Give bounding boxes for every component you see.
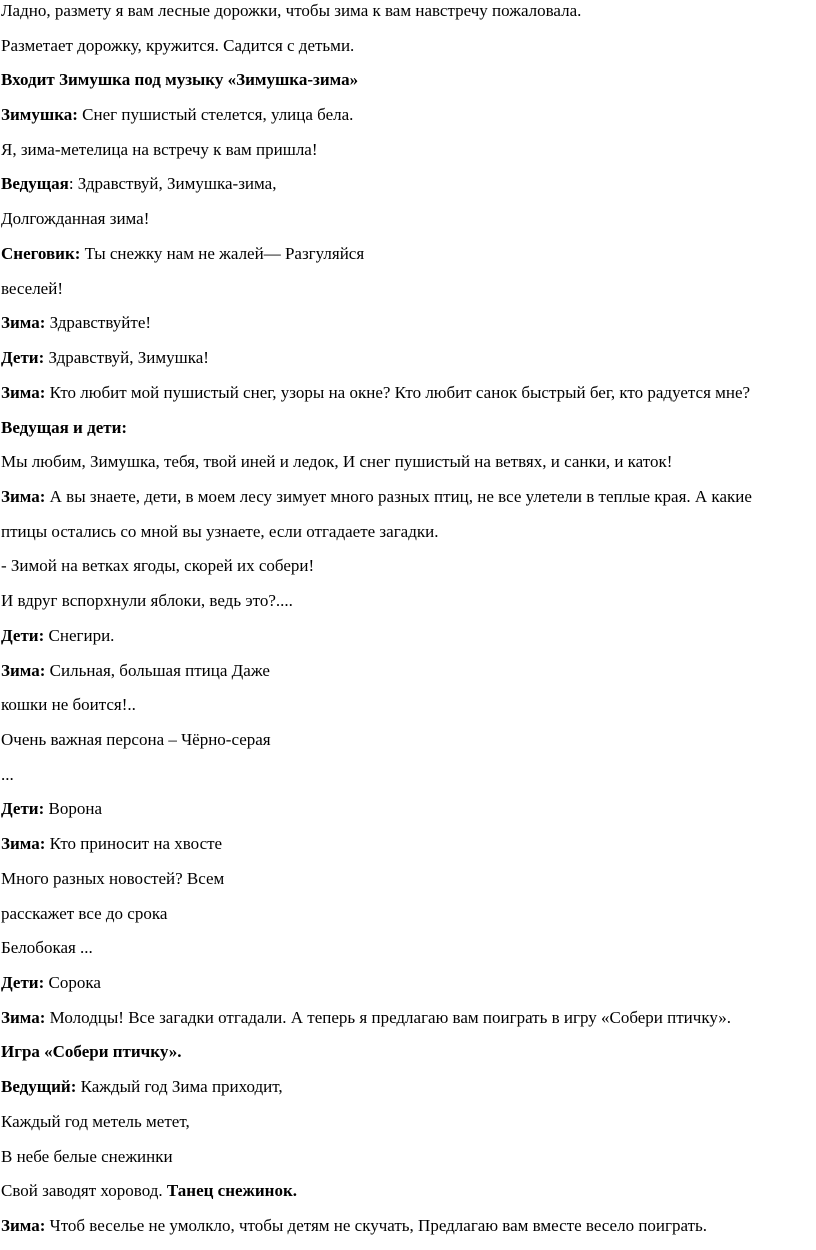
text-line [1,452,672,472]
line-text: Кто любит мой пушистый снег, узоры на окне? Кто любит санок быстрый бег, кто радуется мне? [45,383,751,402]
text-line [1,70,358,90]
line-text: Свой заводят хоровод. [1,1181,167,1200]
text-line [1,1077,283,1097]
line-text: Разметает дорожку, кружится. Садится с детьми. [1,36,355,55]
line-bold: Зима: [1,487,46,506]
text-line [1,591,293,611]
line-text: : Здравствуй, Зимушка-зима, [68,174,277,193]
text-line [1,626,114,646]
text-line [1,105,353,125]
line-text: Здравствуй, Зимушка! [44,348,209,367]
text-line [1,730,271,750]
text-line [1,244,364,264]
text-line [1,661,270,681]
line-text: Чтоб веселье не умолкло, чтобы детям не скучать, Предлагаю вам вместе весело поиграть. [45,1216,708,1235]
line-text: Ты снежку нам не жалей— Разгуляйся [80,244,365,263]
line-text: Ладно, размету я вам лесные дорожки, чтобы зима к вам навстречу пожаловала. [1,1,582,20]
line-text: Очень важная персона – Чёрно-серая [1,730,271,749]
text-line [1,140,318,160]
line-text: Кто приносит на хвосте [45,834,223,853]
text-line [1,869,224,889]
line-bold: Снеговик: [1,244,81,263]
text-line [1,938,93,958]
line-text: Каждый год метель метет, [1,1112,190,1131]
line-bold: Зима: [1,834,46,853]
line-bold: Зима: [1,313,46,332]
text-line [1,36,354,56]
text-line [1,313,151,333]
text-line [1,348,209,368]
line-text: веселей! [1,279,63,298]
line-bold: Зима: [1,661,46,680]
line-text: Каждый год Зима приходит, [76,1077,283,1096]
text-line [1,904,167,924]
text-line [1,279,63,299]
text-line [1,695,136,715]
line-bold: Дети: [1,626,45,645]
line-text: В небе белые снежинки [1,1147,173,1166]
line-text: Сильная, большая птица Даже [45,661,270,680]
text-line [1,487,752,507]
line-text: Белобокая ... [1,938,93,957]
line-text: Снегири. [44,626,115,645]
text-line [1,174,276,194]
text-line [1,1112,190,1132]
text-line [1,834,222,854]
line-bold: Дети: [1,799,45,818]
text-line [1,383,750,403]
line-bold: Зима: [1,383,46,402]
line-bold: Ведущая [1,174,69,193]
text-line [1,418,127,438]
text-line [1,1216,707,1236]
line-text: расскажет все до срока [1,904,168,923]
line-text: Сорока [44,973,101,992]
text-line [1,765,14,785]
text-line [1,556,314,576]
line-text: птицы остались со мной вы узнаете, если отгадаете загадки. [1,522,439,541]
line-bold: Дети: [1,973,45,992]
text-line [1,522,438,542]
line-text: Здравствуйте! [45,313,152,332]
text-line [1,1181,297,1201]
text-line [1,1147,173,1167]
line-text: - Зимой на ветках ягоды, скорей их собери! [1,556,315,575]
line-bold: Зима: [1,1008,46,1027]
line-text: ... [1,765,14,784]
text-line [1,209,149,229]
line-bold: Зима: [1,1216,46,1235]
line-text: Я, зима-метелица на встречу к вам пришла! [1,140,318,159]
text-line [1,799,102,819]
line-text: кошки не боится!.. [1,695,136,714]
line-bold: Входит Зимушка под музыку «Зимушка-зима» [1,70,359,89]
line-text: И вдруг вспорхнули яблоки, ведь это?.... [1,591,293,610]
line-text: А вы знаете, дети, в моем лесу зимует много разных птиц, не все улетели в теплые края. А какие [45,487,752,506]
line-bold: Игра «Собери птичку». [1,1042,182,1061]
line-text: Ворона [44,799,102,818]
line-text: Снег пушистый стелется, улица бела. [77,105,354,124]
line-text: Долгожданная зима! [1,209,150,228]
text-line [1,1008,731,1028]
line-bold: Ведущая и дети: [1,418,128,437]
line-text: Молодцы! Все загадки отгадали. А теперь я предлагаю вам поиграть в игру «Собери птичку». [45,1008,732,1027]
line-text: Много разных новостей? Всем [1,869,225,888]
line-bold: Дети: [1,348,45,367]
line-bold: Ведущий: [1,1077,77,1096]
line-bold-tail: Танец снежинок. [166,1181,298,1200]
line-bold: Зимушка: [1,105,78,124]
text-line [1,973,101,993]
text-line [1,1,581,21]
text-line [1,1042,182,1062]
line-text: Мы любим, Зимушка, тебя, твой иней и ледок, И снег пушистый на ветвях, и санки, и каток! [1,452,673,471]
